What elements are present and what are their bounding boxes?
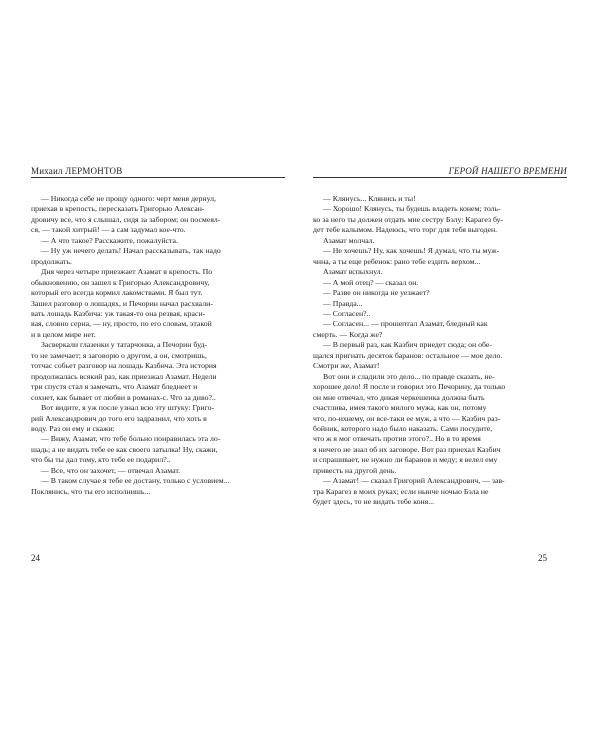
- text-line: приехав в крепость, пересказать Григорью Алексан-: [31, 204, 205, 214]
- text-line: Засверкали глазенки у татарчонка, а Печорин буд-: [41, 340, 208, 350]
- left-page-text: [31, 194, 285, 497]
- text-line: — В первый раз, как Казбич приедет сюда; он обе-: [323, 340, 492, 350]
- text-line: дровичу все, что я слышал, сидя за забором; он посмеял-: [31, 214, 221, 224]
- text-line: будет здесь, то не видать тебе коня...: [313, 497, 435, 507]
- text-line: Вот видите, я уж после узнал всю эту штуку: Григо-: [41, 403, 215, 413]
- page-number-right: 25: [538, 553, 547, 563]
- text-line: то не замечает; я заговорю о другом, а он, смотришь,: [31, 350, 207, 360]
- text-line: и в целом мире нет.: [31, 329, 96, 339]
- text-line: Зашел разговор о лошадях, и Печорин начал расхвали-: [31, 298, 213, 308]
- text-line: ко за него ты должен отдать мне сестру Бэлу: Карагез бу-: [313, 214, 504, 224]
- text-line: вая, словно серна, — ну, просто, по его словам, этакой: [31, 319, 212, 329]
- text-line: Азамат вспыхнул.: [323, 267, 383, 277]
- text-line: он мне отвечал, что дикая черкешенка должна быть: [313, 392, 485, 402]
- text-line: и спрашивает, не нужно ли баранов и меду; я велел ему: [313, 455, 498, 465]
- running-head-title: ГЕРОЙ НАШЕГО ВРЕМЕНИ: [313, 165, 567, 178]
- text-line: вать лошадь Казбича: уж такая-то она резвая, краси-: [31, 308, 206, 318]
- text-line: — Все, что он захочет, — отвечал Азамат.: [41, 465, 181, 475]
- text-line: — А мой отец? — сказал он.: [323, 277, 419, 287]
- right-page-text: [313, 194, 567, 508]
- running-head-author: Михаил ЛЕРМОНТОВ: [31, 165, 285, 178]
- text-line: — Вижу, Азамат, что тебе больно понравилась эта ло-: [41, 434, 221, 444]
- text-line: Дня через четыре приезжает Азамат в крепость. По: [41, 267, 213, 277]
- text-line: тотчас собьет разговор на лошадь Казбича. Эта история: [31, 361, 217, 371]
- text-line: щался пригнать десяток баранов: остальное — мое дело.: [313, 350, 503, 360]
- text-line: дет тебе калымом. Надеюсь, что торг для тебя выгоден.: [313, 225, 498, 235]
- text-line: который его всегда кормил лакомствами. Я был тут.: [31, 288, 203, 298]
- text-line: я ничего не знал об их заговоре. Вот раз приехал Казбич: [313, 444, 501, 454]
- text-line: — Ну уж нечего делать! Начал рассказывать, так надо: [41, 246, 221, 256]
- text-line: — Согласен... — прошептал Азамат, бледный как: [323, 319, 488, 329]
- text-line: Смотри же, Азамат!: [313, 361, 380, 371]
- text-line: рий Александрович до того его задразнил, что хоть в: [31, 413, 207, 423]
- text-line: что ж я мог отвечать против этого?.. Но в то время: [313, 434, 481, 444]
- text-line: — Азамат! — сказал Григорий Александрович, — зав-: [323, 476, 505, 486]
- text-line: что, по-ихнему, он все-таки ее муж, а что — Казбич раз-: [313, 413, 501, 423]
- text-line: воду. Раз он ему и скажи:: [31, 423, 115, 433]
- text-line: — В таком случае я тебе ее достану, только с условием...: [41, 476, 230, 486]
- text-line: — А что такое? Расскажите, пожалуйста.: [41, 235, 178, 245]
- text-line: продолжать.: [31, 256, 72, 266]
- text-line: сохнет, как бывает от любви в романах-с. Что за диво?..: [31, 392, 216, 402]
- text-line: смерть. — Когда же?: [313, 329, 383, 339]
- text-line: три спустя стал я замечать, что Азамат бледнеет и: [31, 382, 198, 392]
- text-line: — Никогда себе не прощу одного: черт меня дернул,: [41, 194, 216, 203]
- text-line: — Разве он никогда не уезжает?: [323, 288, 430, 298]
- text-line: Азамат молчал.: [323, 235, 375, 245]
- text-line: — Согласен?..: [323, 308, 371, 318]
- text-line: — Не хочешь? Ну, как хочешь! Я думал, что ты муж-: [323, 246, 500, 256]
- text-line: хорошее дело! Я после и говорил это Печорину, да только: [313, 382, 506, 392]
- text-line: шадь; а не видать тебе ее как своего затылка! Ну, скажи,: [31, 444, 218, 454]
- text-line: — Клянусь... Клянись и ты!: [323, 194, 416, 203]
- right-page: [313, 165, 567, 508]
- text-line: бойник, которого надо было наказать. Сами посудите,: [313, 423, 493, 433]
- text-line: чина, а ты еще ребенок: рано тебе ездить верхом...: [313, 256, 481, 266]
- text-line: ся, — такой хитрый! — а сам задумал кое-что.: [31, 225, 186, 235]
- text-line: — Правда...: [323, 298, 363, 308]
- text-line: обыкновению, он зашел к Григорью Александровичу,: [31, 277, 210, 287]
- text-line: продолжалась всякий раз, как приезжал Азамат. Недели: [31, 371, 217, 381]
- text-line: тра Карагез в моих руках; если нынче ночью Бэла не: [313, 486, 489, 496]
- page-number-left: 24: [31, 553, 40, 563]
- text-line: Вот они и сладили это дело... по правде сказать, не-: [323, 371, 495, 381]
- text-line: — Хорошо! Клянусь, ты будешь владеть конем; толь-: [323, 204, 501, 214]
- left-page: [31, 165, 285, 497]
- text-line: счастлива, имея такого милого мужа, как он, потому: [313, 403, 487, 413]
- text-line: что бы ты дал тому, кто тебе ее подарил?..: [31, 455, 171, 465]
- text-line: Поклянись, что ты его исполнишь...: [31, 486, 151, 496]
- text-line: привесть на другой день.: [313, 465, 397, 475]
